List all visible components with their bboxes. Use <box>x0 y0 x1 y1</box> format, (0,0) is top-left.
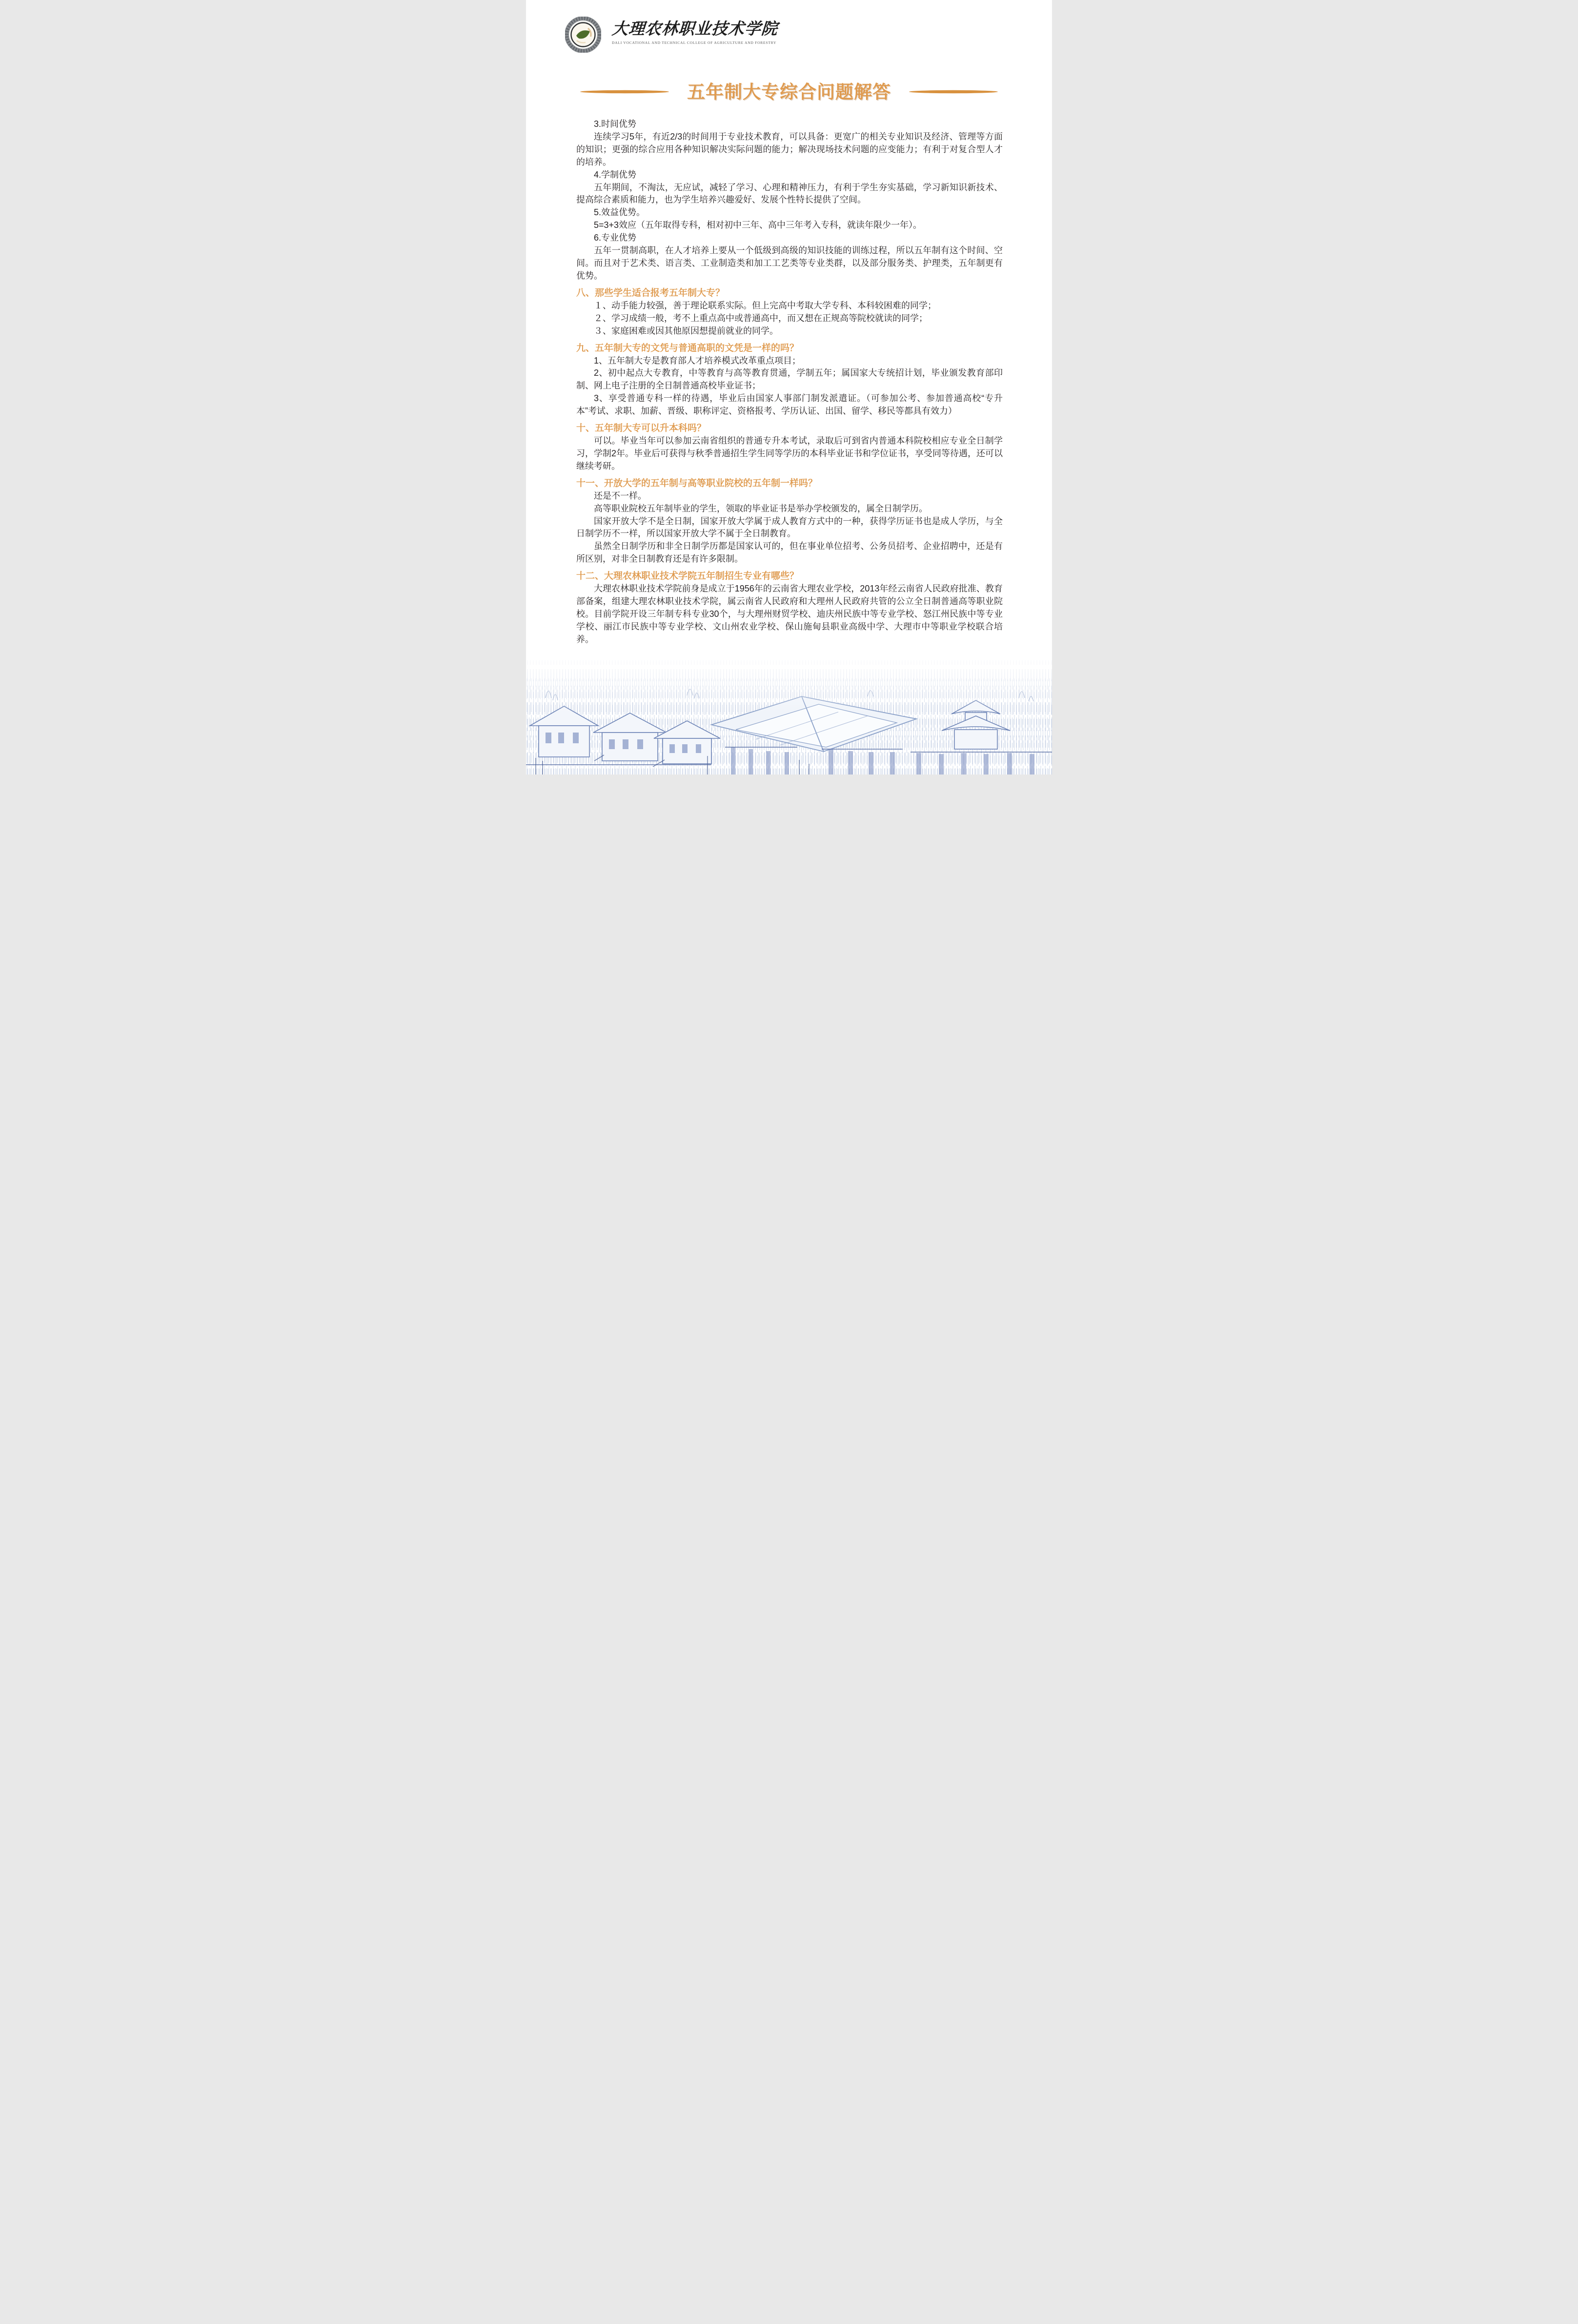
paragraph: 国家开放大学不是全日制，国家开放大学属于成人教育方式中的一种，获得学历证书也是成人学历，与全日制学历不一样，所以国家开放大学不属于全日制教育。 <box>576 516 1003 539</box>
faq-content <box>576 118 1003 646</box>
paragraph: 还是不一样。 <box>594 490 647 501</box>
paragraph: 可以。毕业当年可以参加云南省组织的普通专升本考试，录取后可到省内普通本科院校相应专业全日制学习，学制2年。毕业后可获得与秋季普通招生学生同等学历的本科毕业证书和学位证书，享受同等待遇，还可以继续考研。 <box>576 436 1003 471</box>
paragraph: 3、享受普通专科一样的待遇，毕业后由国家人事部门制发派遣证。（可参加公考、参加普通高校“专升本”考试、求职、加薪、晋级、职称评定、资格报考、学历认证、出国、留学、移民等都具有效力） <box>576 393 1003 416</box>
section-heading: 十、五年制大专可以升本科吗？ <box>576 423 707 434</box>
section-heading: 九、五年制大专的文凭与普通高职的文凭是一样的吗？ <box>576 343 799 353</box>
paragraph: １、动手能力较强，善于理论联系实际。但上完高中考取大学专科、本科较困难的同学； <box>594 300 936 310</box>
paragraph: 大理农林职业技术学院前身是成立于1956年的云南省大理农业学校，2013年经云南省人民政府批准、教育部备案，组建大理农林职业技术学院，属云南省人民政府和大理州人民政府共管的公立全日制普通高等职业院校。目前学院开设三年制专科专业30个，与大理州财贸学校、迪庆州民族中等专业学校、怒江州民族中等专业学校、丽江市民族中等专业学校、文山州农业学校、保山施甸县职业高级中学、大理市中等职业学校联合培养。 <box>576 584 1003 644</box>
paragraph: ３、家庭困难或因其他原因想提前就业的同学。 <box>594 326 778 336</box>
title-row <box>526 77 1052 103</box>
college-name-zh: 大理农林职业技术学院 <box>611 20 779 38</box>
paragraph: 3.时间优势 <box>594 119 637 129</box>
paragraph: 1、五年制大专是教育部人才培养模式改革重点项目； <box>594 355 801 366</box>
college-name-block <box>612 17 778 45</box>
paragraph: 2、初中起点大专教育，中等教育与高等教育贯通，学制五年；属国家大专统招计划，毕业颁发教育部印制、网上电子注册的全日制普通高校毕业证书； <box>576 368 1003 391</box>
paragraph: 4.学制优势 <box>594 169 637 180</box>
page-header <box>565 17 778 53</box>
campus-sketch-illustration <box>526 652 1052 775</box>
page-title: 五年制大专综合问题解答 <box>687 82 891 102</box>
paragraph: 6.专业优势 <box>594 233 637 243</box>
paragraph: 连续学习5年，有近2/3的时间用于专业技术教育，可以具备：更宽广的相关专业知识及经济、管理等方面的知识；更强的综合应用各种知识解决实际问题的能力；解决现场技术问题的应变能力；有利于对复合型人才的培养。 <box>576 131 1003 167</box>
college-name-en: DALI VOCATIONAL AND TECHNICAL COLLEGE OF AGRICULTURE AND FORESTRY <box>612 41 777 45</box>
section-heading: 八、那些学生适合报考五年制大专？ <box>576 287 725 298</box>
paragraph: 5.效益优势。 <box>594 207 646 218</box>
paragraph: 五年期间，不淘汰，无应试，减轻了学习、心理和精神压力，有利于学生夯实基础，学习新知识新技术、提高综合素质和能力，也为学生培养兴趣爱好、发展个性特长提供了空间。 <box>576 182 1003 205</box>
paragraph: 高等职业院校五年制毕业的学生，领取的毕业证书是举办学校颁发的，属全日制学历。 <box>594 503 928 513</box>
title-ornament-right-icon <box>909 88 998 93</box>
document-page <box>526 0 1052 775</box>
college-seal-logo-icon <box>565 17 601 53</box>
section-heading: 十二、大理农林职业技术学院五年制招生专业有哪些？ <box>576 571 799 582</box>
paragraph: 5=3+3效应（五年取得专科，相对初中三年、高中三年考入专科，就读年限少一年）。 <box>594 220 922 230</box>
paragraph: 五年一贯制高职，在人才培养上要从一个低级到高级的知识技能的训练过程，所以五年制有这个时间、空间。而且对于艺术类、语言类、工业制造类和加工工艺类等专业类群，以及部分服务类、护理类，五年制更有优势。 <box>576 245 1003 281</box>
paragraph: ２、学习成绩一般，考不上重点高中或普通高中，而又想在正规高等院校就读的同学； <box>594 313 928 323</box>
title-ornament-left-icon <box>580 88 669 93</box>
section-heading: 十一、开放大学的五年制与高等职业院校的五年制一样吗？ <box>576 478 818 489</box>
paragraph: 虽然全日制学历和非全日制学历都是国家认可的，但在事业单位招考、公务员招考、企业招聘中，还是有所区别，对非全日制教育还是有许多限制。 <box>576 541 1003 564</box>
